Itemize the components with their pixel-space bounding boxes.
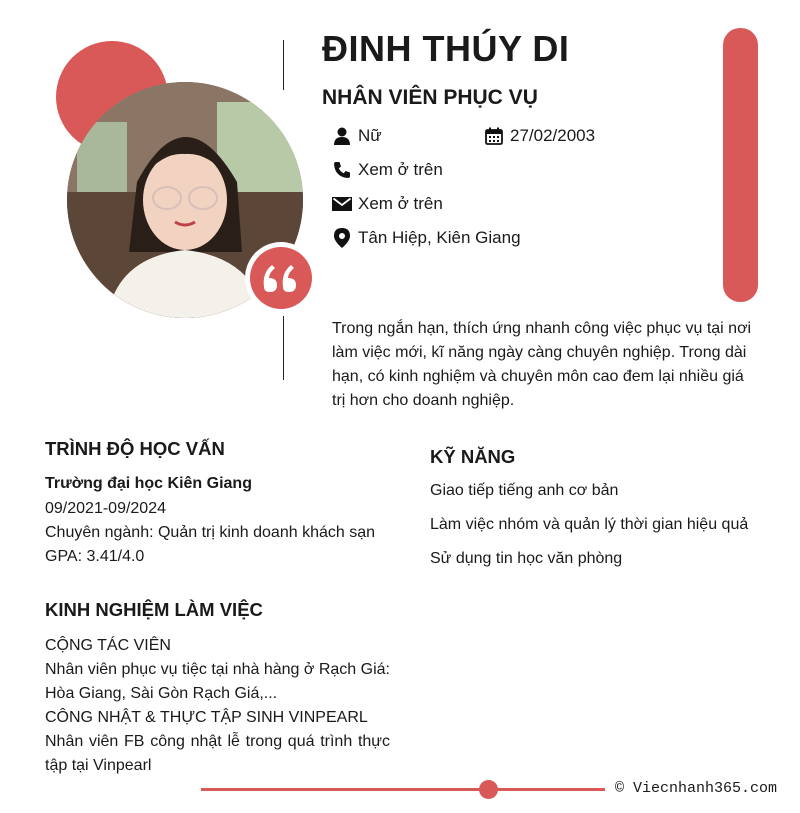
skill-item: Sử dụng tin học văn phòng: [430, 550, 623, 567]
gender-value: Nữ: [358, 126, 382, 145]
job-role: CỘNG TÁC VIÊN: [45, 637, 171, 654]
education-gpa: GPA: 3.41/4.0: [45, 548, 145, 565]
experience-list: [45, 634, 390, 778]
footer-dot: [479, 780, 498, 799]
footer-line: [201, 788, 605, 791]
job-role: CÔNG NHẬT & THỰC TẬP SINH VINPEARL: [45, 709, 368, 726]
skill-item: Làm việc nhóm và quản lý thời gian hiệu quả: [430, 516, 749, 533]
copyright-text: © Viecnhanh365.com: [615, 780, 778, 797]
experience-heading: KINH NGHIỆM LÀM VIỆC: [45, 599, 263, 620]
quote-badge: [245, 242, 317, 314]
divider-line: [283, 316, 284, 380]
user-icon: [332, 126, 352, 146]
education-major: Chuyên ngành: Quản trị kinh doanh khách sạn: [45, 524, 376, 541]
address-value: Tân Hiệp, Kiên Giang: [358, 228, 521, 247]
job-description: Nhân viên FB công nhật lễ trong quá trình thực tập tại Vinpearl: [45, 733, 390, 774]
phone-icon: [332, 160, 352, 180]
skill-item: Giao tiếp tiếng anh cơ bản: [430, 482, 619, 499]
dob-value: 27/02/2003: [510, 126, 596, 145]
education-period: 09/2021-09/2024: [45, 500, 166, 517]
info-email: [332, 194, 443, 214]
skills-heading: KỸ NĂNG: [430, 446, 516, 467]
info-gender: [332, 126, 382, 146]
phone-value: Xem ở trên: [358, 160, 443, 179]
candidate-name: ĐINH THÚY DI: [322, 28, 570, 69]
education-heading: TRÌNH ĐỘ HỌC VẤN: [45, 438, 225, 459]
job-description: Nhân viên phục vụ tiệc tại nhà hàng ở Rạch Giá: Hòa Giang, Sài Gòn Rạch Giá,...: [45, 661, 390, 702]
school-name: Trường đại học Kiên Giang: [45, 475, 252, 492]
decorative-bar: [723, 28, 758, 302]
info-phone: [332, 160, 443, 180]
quote-icon: [250, 247, 312, 309]
job-title: NHÂN VIÊN PHỤC VỤ: [322, 86, 538, 109]
info-dob: [484, 126, 595, 146]
skills-list: [430, 479, 750, 581]
education-details: [45, 497, 395, 569]
divider-line: [283, 40, 284, 90]
calendar-icon: [484, 126, 504, 146]
envelope-icon: [332, 194, 352, 214]
email-value: Xem ở trên: [358, 194, 443, 213]
career-objective: Trong ngắn hạn, thích ứng nhanh công việc phục vụ tại nơi làm việc mới, kĩ năng ngày càng chuyên nghiệp. Trong dài hạn, có kinh nghiệm và chuyên môn cao đem lại nhiều giá trị hơn cho doanh nghiệp.: [332, 320, 752, 409]
info-address: [332, 228, 521, 248]
map-pin-icon: [332, 228, 352, 248]
